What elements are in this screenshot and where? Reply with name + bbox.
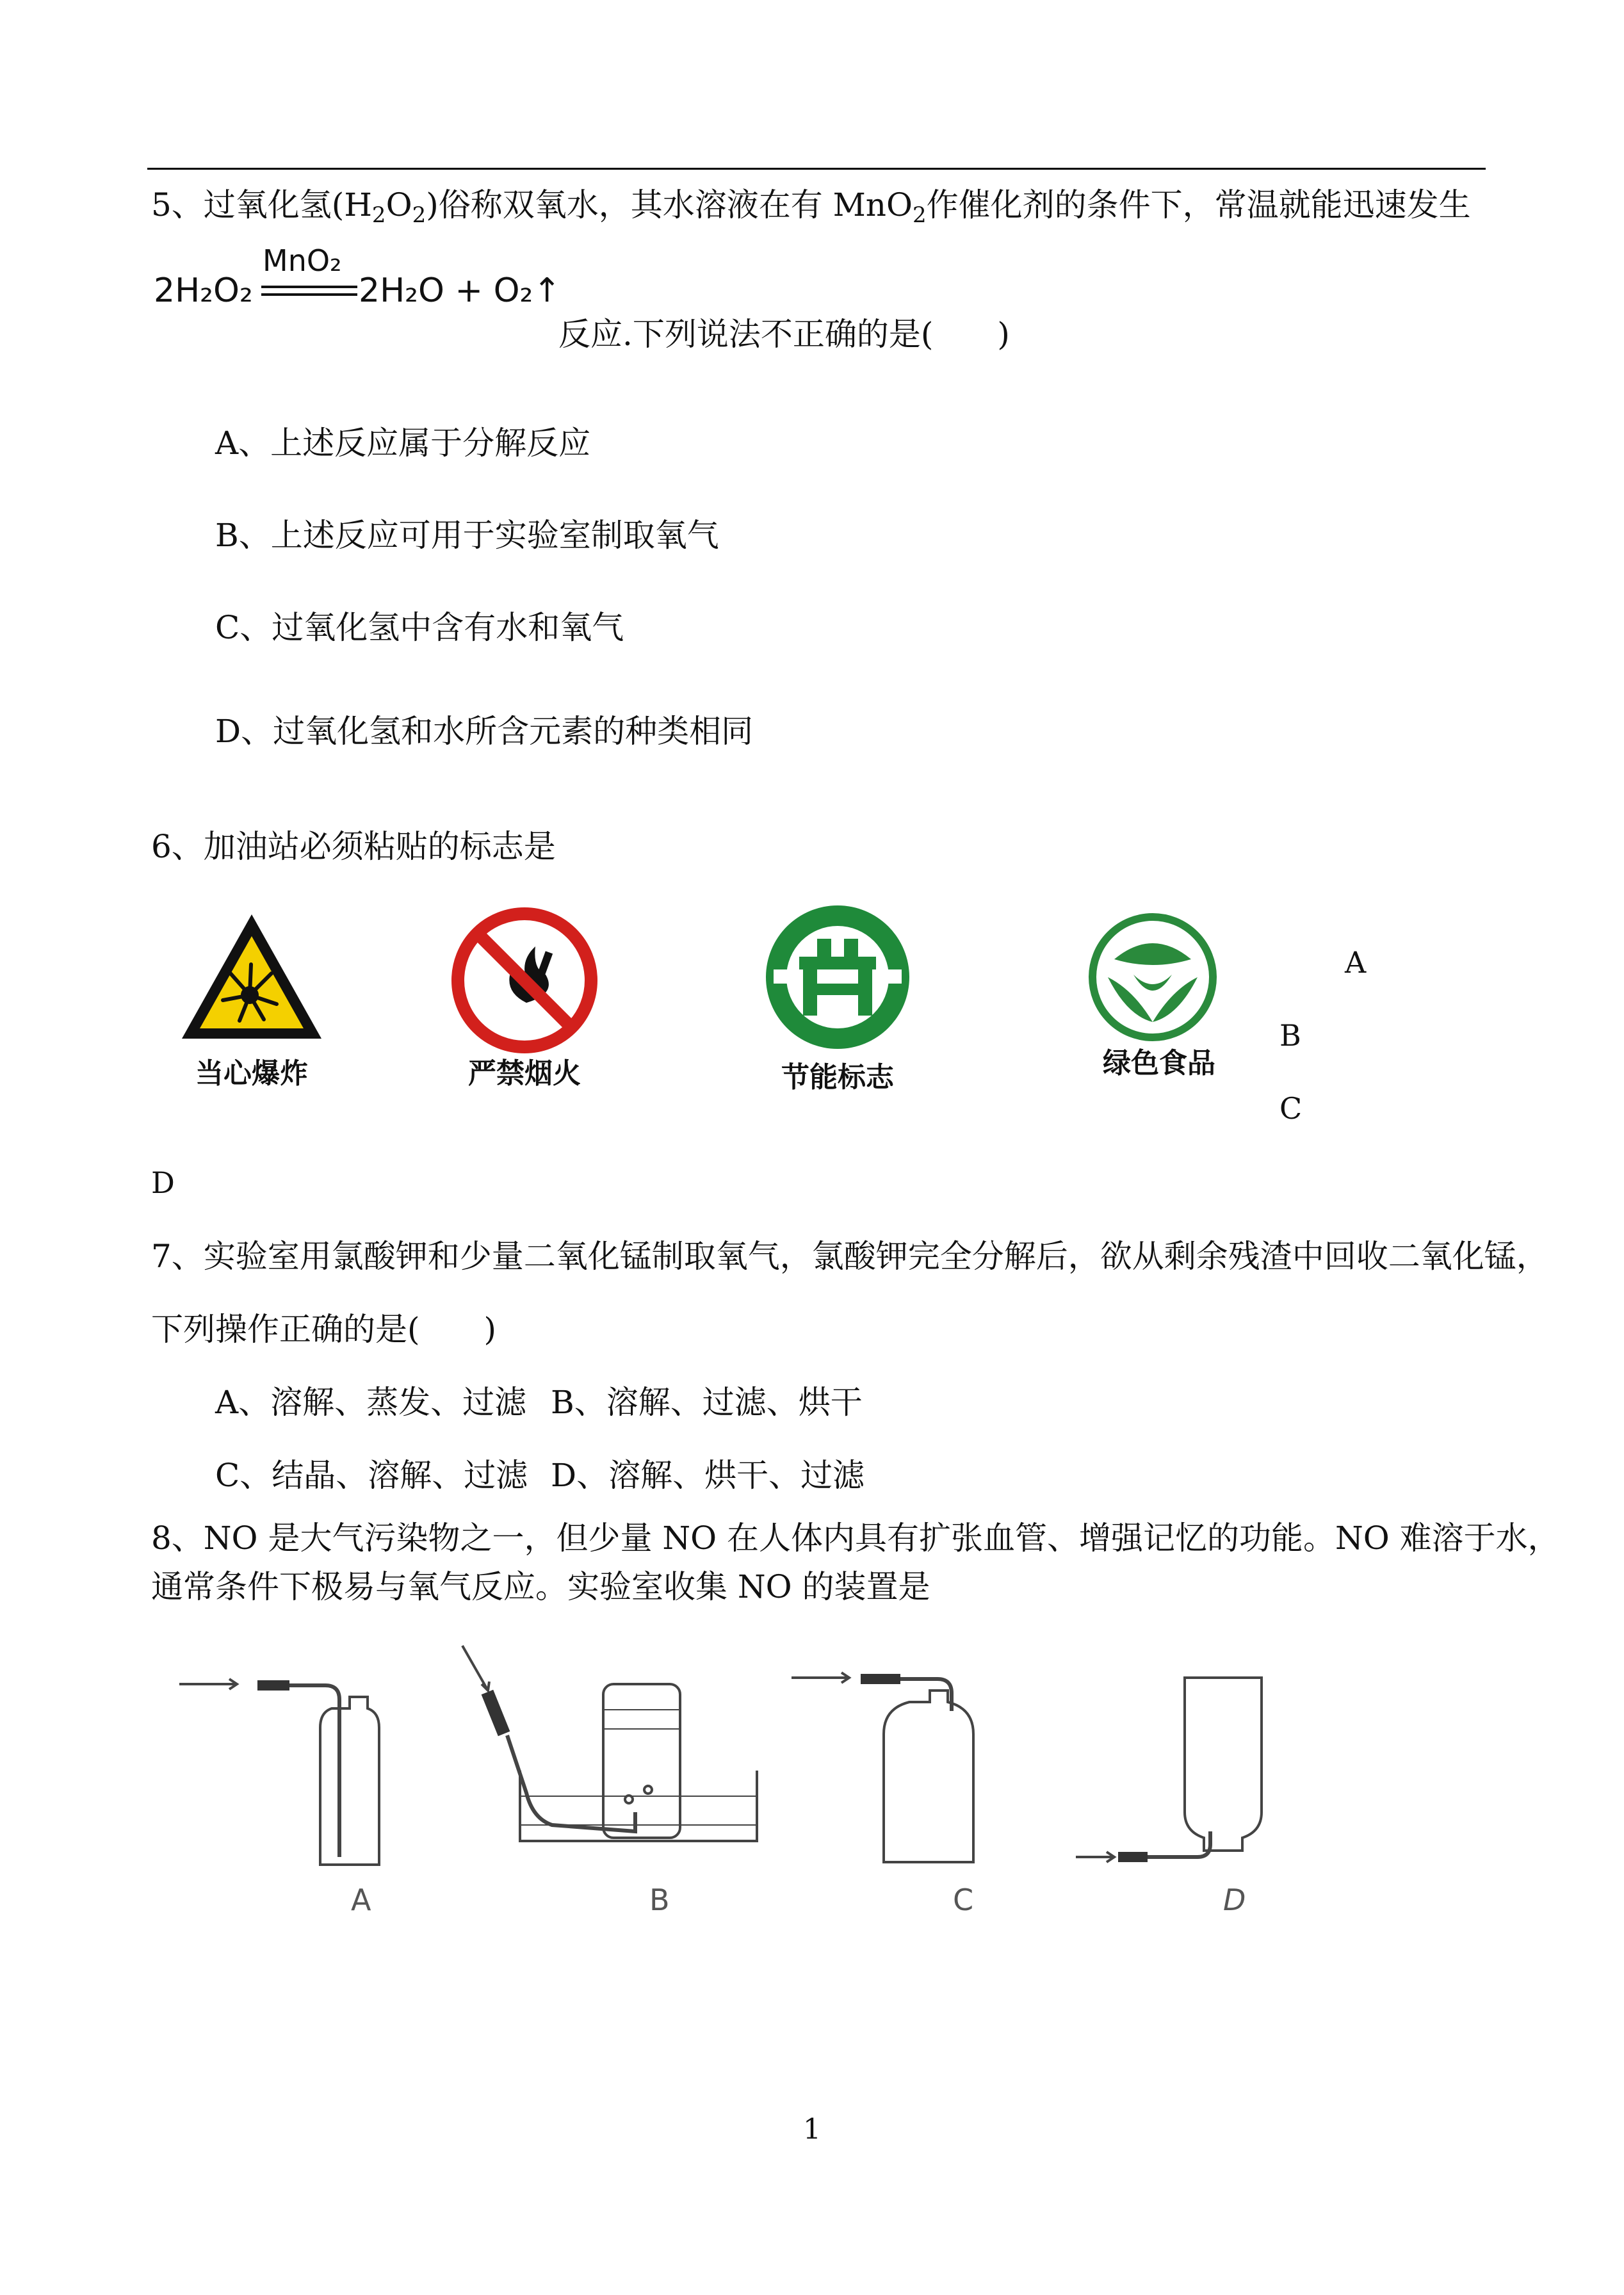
green-food-icon (1089, 913, 1217, 1041)
q6-letter-b: B (1279, 1018, 1301, 1053)
q5-option-c: C、过氧化氢中含有水和氧气 (215, 609, 624, 646)
q6-letter-d: D (151, 1165, 175, 1200)
sign-label-no-fire: 严禁烟火 (468, 1057, 581, 1090)
q6-letter-c: C (1279, 1091, 1303, 1126)
q6-stem: 6、加油站必须粘贴的标志是 (151, 828, 556, 865)
q7-option-b: B、溶解、过滤、烘干 (551, 1384, 863, 1421)
equation-lhs: 2H₂O₂ (154, 272, 253, 310)
q5-option-d: D、过氧化氢和水所含元素的种类相同 (215, 713, 754, 750)
q7-stem-line2: 下列操作正确的是( ) (151, 1311, 497, 1348)
sign-label-energy-saving: 节能标志 (781, 1061, 894, 1094)
no-fire-icon (451, 907, 598, 1054)
q6-letter-a: A (1345, 945, 1367, 980)
header-rule (147, 168, 1486, 170)
apparatus-b-diagram (456, 1639, 763, 1895)
sign-label-green-food: 绿色食品 (1103, 1047, 1215, 1080)
sign-label-explosion: 当心爆炸 (195, 1057, 308, 1090)
apparatus-c-diagram (785, 1658, 1028, 1895)
equation-equals-sign (261, 286, 357, 288)
equation-equals-sign-2 (261, 293, 357, 296)
q5-option-b: B、上述反应可用于实验室制取氧气 (215, 517, 719, 554)
apparatus-a-diagram (173, 1665, 416, 1895)
apparatus-label-c: C (953, 1883, 974, 1917)
q5-equation (154, 243, 564, 320)
equation-rhs: 2H₂O + O₂↑ (359, 272, 561, 310)
q8-stem-line2: 通常条件下极易与氧气反应。实验室收集 NO 的装置是 (151, 1568, 930, 1605)
apparatus-label-d: D (1223, 1883, 1246, 1917)
q7-option-c: C、结晶、溶解、过滤 (215, 1457, 528, 1494)
q8-stem-line1: 8、NO 是大气污染物之一，但少量 NO 在人体内具有扩张血管、增强记忆的功能。NO 难溶于水， (151, 1520, 1560, 1557)
q5-stem: 5、过氧化氢$(H_2O_2)$俗称双氧水，其水溶液在有 MnO$_2$作催化剂的条件下，常温就能迅速发生 (151, 186, 1471, 228)
q5-option-a: A、上述反应属于分解反应 (215, 425, 591, 462)
q5-stem-tail: 反应.下列说法不正确的是( ) (558, 316, 1010, 353)
q7-stem-line1: 7、实验室用氯酸钾和少量二氧化锰制取氧气，氯酸钾完全分解后，欲从剩余残渣中回收二氧化锰， (151, 1238, 1548, 1275)
apparatus-d-diagram (1069, 1665, 1313, 1883)
apparatus-label-a: A (351, 1883, 371, 1917)
apparatus-label-b: B (649, 1883, 670, 1917)
q7-option-a: A、溶解、蒸发、过滤 (215, 1384, 527, 1421)
explosion-warning-icon (178, 911, 325, 1045)
q7-option-d: D、溶解、烘干、过滤 (551, 1457, 865, 1494)
equation-catalyst: MnO₂ (263, 243, 342, 278)
page-number: 1 (803, 2113, 821, 2146)
energy-saving-icon (761, 900, 914, 1054)
